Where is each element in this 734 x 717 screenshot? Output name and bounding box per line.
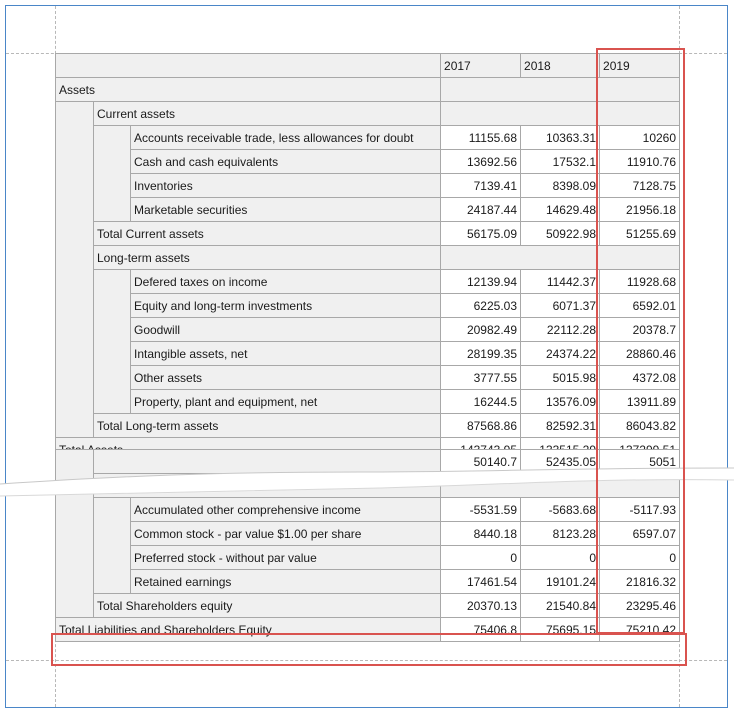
table-row [56, 126, 680, 150]
data-cell[interactable]: 21816.32 [600, 570, 680, 594]
total-cell[interactable]: 23295.46 [600, 594, 680, 618]
empty-cell [441, 102, 680, 126]
row-header[interactable]: Intangible assets, net [131, 342, 441, 366]
row-header-total-liabilities[interactable]: Total Liabilities and Shareholders Equity [56, 618, 441, 642]
row-header[interactable]: Accumulated other comprehensive income [131, 498, 441, 522]
total-cell[interactable]: 56175.09 [441, 222, 521, 246]
data-cell[interactable]: 13576.09 [521, 390, 600, 414]
data-cell[interactable]: 50140.7 [441, 450, 521, 474]
table-row [56, 150, 680, 174]
data-cell[interactable]: -5683.68 [521, 498, 600, 522]
data-cell[interactable]: 11910.76 [600, 150, 680, 174]
total-cell[interactable]: 21540.84 [521, 594, 600, 618]
data-cell[interactable]: 10260 [600, 126, 680, 150]
total-cell[interactable]: 86043.82 [600, 414, 680, 438]
data-cell[interactable]: 19101.24 [521, 570, 600, 594]
data-cell[interactable]: 6071.37 [521, 294, 600, 318]
data-cell[interactable]: 16244.5 [441, 390, 521, 414]
row-header[interactable]: Accounts receivable trade, less allowances for doubt [131, 126, 441, 150]
row-header[interactable]: Equity and long-term investments [131, 294, 441, 318]
total-cell[interactable]: 87568.86 [441, 414, 521, 438]
table-row [56, 390, 680, 414]
data-cell[interactable]: 21956.18 [600, 198, 680, 222]
data-cell[interactable]: 28860.46 [600, 342, 680, 366]
table-row [56, 174, 680, 198]
data-cell[interactable]: 17532.1 [521, 150, 600, 174]
indent-cell [94, 498, 131, 594]
data-cell[interactable]: 0 [600, 546, 680, 570]
data-cell[interactable]: 4372.08 [600, 366, 680, 390]
total-cell[interactable]: 75695.15 [521, 618, 600, 642]
pivot-grid-top [55, 53, 679, 481]
data-cell[interactable]: 24374.22 [521, 342, 600, 366]
table-row [56, 570, 680, 594]
table-row [56, 342, 680, 366]
row-header[interactable]: Preferred stock - without par value [131, 546, 441, 570]
row-header-long-term-assets[interactable]: Long-term assets [94, 246, 441, 270]
empty-cell [441, 246, 680, 270]
data-cell[interactable]: 12139.94 [441, 270, 521, 294]
corner-cell [56, 54, 441, 78]
row-header[interactable]: Property, plant and equipment, net [131, 390, 441, 414]
row-header[interactable]: Retained earnings [131, 570, 441, 594]
data-cell[interactable]: 8123.28 [521, 522, 600, 546]
section-row-current [56, 102, 680, 126]
row-header-current-assets[interactable]: Current assets [94, 102, 441, 126]
row-header[interactable]: Defered taxes on income [131, 270, 441, 294]
data-cell[interactable]: -5117.93 [600, 498, 680, 522]
data-cell[interactable]: 17461.54 [441, 570, 521, 594]
data-cell[interactable]: 7128.75 [600, 174, 680, 198]
row-header[interactable]: Goodwill [131, 318, 441, 342]
data-cell[interactable]: 0 [441, 546, 521, 570]
row-header-total[interactable]: Total Current assets [94, 222, 441, 246]
data-cell[interactable]: 6597.07 [600, 522, 680, 546]
row-header[interactable]: Inventories [131, 174, 441, 198]
data-cell[interactable]: 52435.05 [521, 450, 600, 474]
total-row [56, 414, 680, 438]
table-row [56, 294, 680, 318]
row-header[interactable]: Cash and cash equivalents [131, 150, 441, 174]
column-header-2017[interactable]: 2017 [441, 54, 521, 78]
pivot-table [55, 53, 680, 486]
row-header[interactable]: Common stock - par value $1.00 per share [131, 522, 441, 546]
data-cell[interactable]: 5015.98 [521, 366, 600, 390]
data-cell[interactable]: 20378.7 [600, 318, 680, 342]
table-row [56, 270, 680, 294]
column-header-2019[interactable]: 2019 [600, 54, 680, 78]
total-cell[interactable]: 75406.8 [441, 618, 521, 642]
row-header-total[interactable]: Total Shareholders equity [94, 594, 441, 618]
section-row-assets [56, 78, 680, 102]
table-row [56, 198, 680, 222]
row-header-total[interactable]: Total Long-term assets [94, 414, 441, 438]
row-header-assets[interactable]: Assets [56, 78, 441, 102]
row-header[interactable]: Marketable securities [131, 198, 441, 222]
indent-cell [56, 102, 94, 438]
grand-total-row [56, 618, 680, 642]
total-cell[interactable]: 75210.42 [600, 618, 680, 642]
data-cell[interactable]: 11928.68 [600, 270, 680, 294]
data-cell[interactable]: 6225.03 [441, 294, 521, 318]
empty-cell [441, 78, 680, 102]
year-header-row [56, 54, 680, 78]
data-cell[interactable]: 24187.44 [441, 198, 521, 222]
total-cell[interactable]: 51255.69 [600, 222, 680, 246]
total-cell[interactable]: 82592.31 [521, 414, 600, 438]
total-row [56, 594, 680, 618]
data-cell[interactable]: 14629.48 [521, 198, 600, 222]
data-cell[interactable]: 28199.35 [441, 342, 521, 366]
total-cell[interactable]: 50922.98 [521, 222, 600, 246]
section-row-long-term [56, 246, 680, 270]
data-cell[interactable]: 11442.37 [521, 270, 600, 294]
data-cell[interactable]: 13911.89 [600, 390, 680, 414]
data-cell[interactable]: -5531.59 [441, 498, 521, 522]
table-row [56, 522, 680, 546]
row-header[interactable]: Other assets [131, 366, 441, 390]
total-cell[interactable]: 20370.13 [441, 594, 521, 618]
table-row [56, 366, 680, 390]
table-row [56, 318, 680, 342]
data-cell[interactable]: 8440.18 [441, 522, 521, 546]
data-cell[interactable]: 7139.41 [441, 174, 521, 198]
data-cell[interactable]: 20982.49 [441, 318, 521, 342]
indent-cell [94, 126, 131, 222]
column-header-2018[interactable]: 2018 [521, 54, 600, 78]
data-cell[interactable]: 11155.68 [441, 126, 521, 150]
indent-cell [94, 270, 131, 414]
page-break-tear [0, 462, 734, 502]
data-cell[interactable]: 6592.01 [600, 294, 680, 318]
data-cell[interactable]: 22112.28 [521, 318, 600, 342]
table-row [56, 546, 680, 570]
data-cell[interactable]: 13692.56 [441, 150, 521, 174]
data-cell[interactable]: 8398.09 [521, 174, 600, 198]
total-row [56, 222, 680, 246]
data-cell[interactable]: 0 [521, 546, 600, 570]
data-cell[interactable]: 5051 [600, 450, 680, 474]
data-cell[interactable]: 3777.55 [441, 366, 521, 390]
data-cell[interactable]: 10363.31 [521, 126, 600, 150]
